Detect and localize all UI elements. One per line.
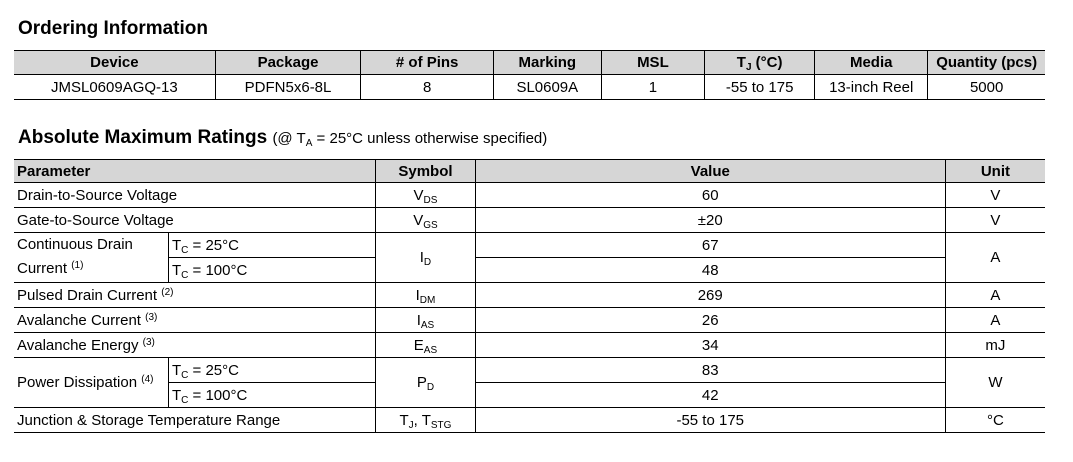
table-row xyxy=(14,333,1045,358)
symbol-ias: $I_{AS}$ xyxy=(376,308,475,333)
symbol-vds: $V_{DS}$ xyxy=(376,183,475,208)
unit-ias: A xyxy=(945,308,1045,333)
cell-package: PDFN5x6-8L xyxy=(215,75,361,100)
table-row xyxy=(14,233,1045,258)
col-quantity: Quantity (pcs) xyxy=(928,51,1045,75)
ratings-title: Absolute Maximum Ratings (@ $T_A = 25^\circ C$ unless otherwise specified) xyxy=(18,127,548,149)
table-row xyxy=(14,258,1045,283)
unit-eas: mJ xyxy=(945,333,1045,358)
col-unit: Unit xyxy=(945,160,1045,183)
ordering-title: Ordering Information xyxy=(18,18,208,39)
col-msl: MSL xyxy=(601,51,705,75)
cond-pd-100: $T_C = 100^\circ C$ xyxy=(168,383,375,408)
symbol-eas: $E_{AS}$ xyxy=(376,333,475,358)
param-idm: Pulsed Drain Current $^{(2)}$ xyxy=(14,283,376,308)
param-id: Continuous Drain Current $^{(1)}$ xyxy=(14,233,168,283)
ordering-header-row xyxy=(14,51,1045,75)
ratings-header-row xyxy=(14,160,1045,183)
value-ias: 26 xyxy=(475,308,945,333)
param-vgs: Gate-to-Source Voltage xyxy=(14,208,376,233)
symbol-vgs: $V_{GS}$ xyxy=(376,208,475,233)
cell-marking: SL0609A xyxy=(493,75,601,100)
unit-idm: A xyxy=(945,283,1045,308)
col-device: Device xyxy=(14,51,215,75)
cell-pins: 8 xyxy=(361,75,494,100)
cond-id-100: $T_C = 100^\circ C$ xyxy=(168,258,375,283)
table-row xyxy=(14,183,1045,208)
col-parameter: Parameter xyxy=(14,160,376,183)
cond-pd-25: $T_C = 25^\circ C$ xyxy=(168,358,375,383)
ratings-subtitle: (@ $T_A = 25^\circ C$ unless otherwise specified) xyxy=(272,130,548,149)
value-pd-25: 83 xyxy=(475,358,945,383)
symbol-tj: $T_J$, $T_{STG}$ xyxy=(376,408,475,433)
unit-vgs: V xyxy=(945,208,1045,233)
table-row xyxy=(14,308,1045,333)
value-id-25: 67 xyxy=(475,233,945,258)
symbol-pd: $P_D$ xyxy=(376,358,475,408)
table-row xyxy=(14,283,1045,308)
cell-msl: 1 xyxy=(601,75,705,100)
cond-id-25: $T_C = 25^\circ C$ xyxy=(168,233,375,258)
table-row xyxy=(14,358,1045,383)
value-vds: 60 xyxy=(475,183,945,208)
value-pd-100: 42 xyxy=(475,383,945,408)
symbol-idm: $I_{DM}$ xyxy=(376,283,475,308)
col-package: Package xyxy=(215,51,361,75)
table-row xyxy=(14,383,1045,408)
ordering-row xyxy=(14,75,1045,100)
value-id-100: 48 xyxy=(475,258,945,283)
value-eas: 34 xyxy=(475,333,945,358)
col-pins: # of Pins xyxy=(361,51,494,75)
value-vgs: ±20 xyxy=(475,208,945,233)
value-tj: -55 to 175 xyxy=(475,408,945,433)
unit-vds: V xyxy=(945,183,1045,208)
col-marking: Marking xyxy=(493,51,601,75)
col-media: Media xyxy=(815,51,928,75)
col-tj: $T_J$ (°C) xyxy=(705,51,815,75)
cell-tj: -55 to 175 xyxy=(705,75,815,100)
ordering-table xyxy=(14,50,1045,100)
symbol-id: $I_D$ xyxy=(376,233,475,283)
table-row xyxy=(14,408,1045,433)
param-ias: Avalanche Current $^{(3)}$ xyxy=(14,308,376,333)
unit-id: A xyxy=(945,233,1045,283)
param-vds: Drain-to-Source Voltage xyxy=(14,183,376,208)
param-pd: Power Dissipation $^{(4)}$ xyxy=(14,358,168,408)
unit-tj: °C xyxy=(945,408,1045,433)
table-row xyxy=(14,208,1045,233)
col-value: Value xyxy=(475,160,945,183)
param-tj: Junction & Storage Temperature Range xyxy=(14,408,376,433)
col-symbol: Symbol xyxy=(376,160,475,183)
cell-quantity: 5000 xyxy=(928,75,1045,100)
param-eas: Avalanche Energy $^{(3)}$ xyxy=(14,333,376,358)
ratings-table xyxy=(14,159,1045,433)
cell-media: 13-inch Reel xyxy=(815,75,928,100)
value-idm: 269 xyxy=(475,283,945,308)
cell-device: JMSL0609AGQ-13 xyxy=(14,75,215,100)
unit-pd: W xyxy=(945,358,1045,408)
